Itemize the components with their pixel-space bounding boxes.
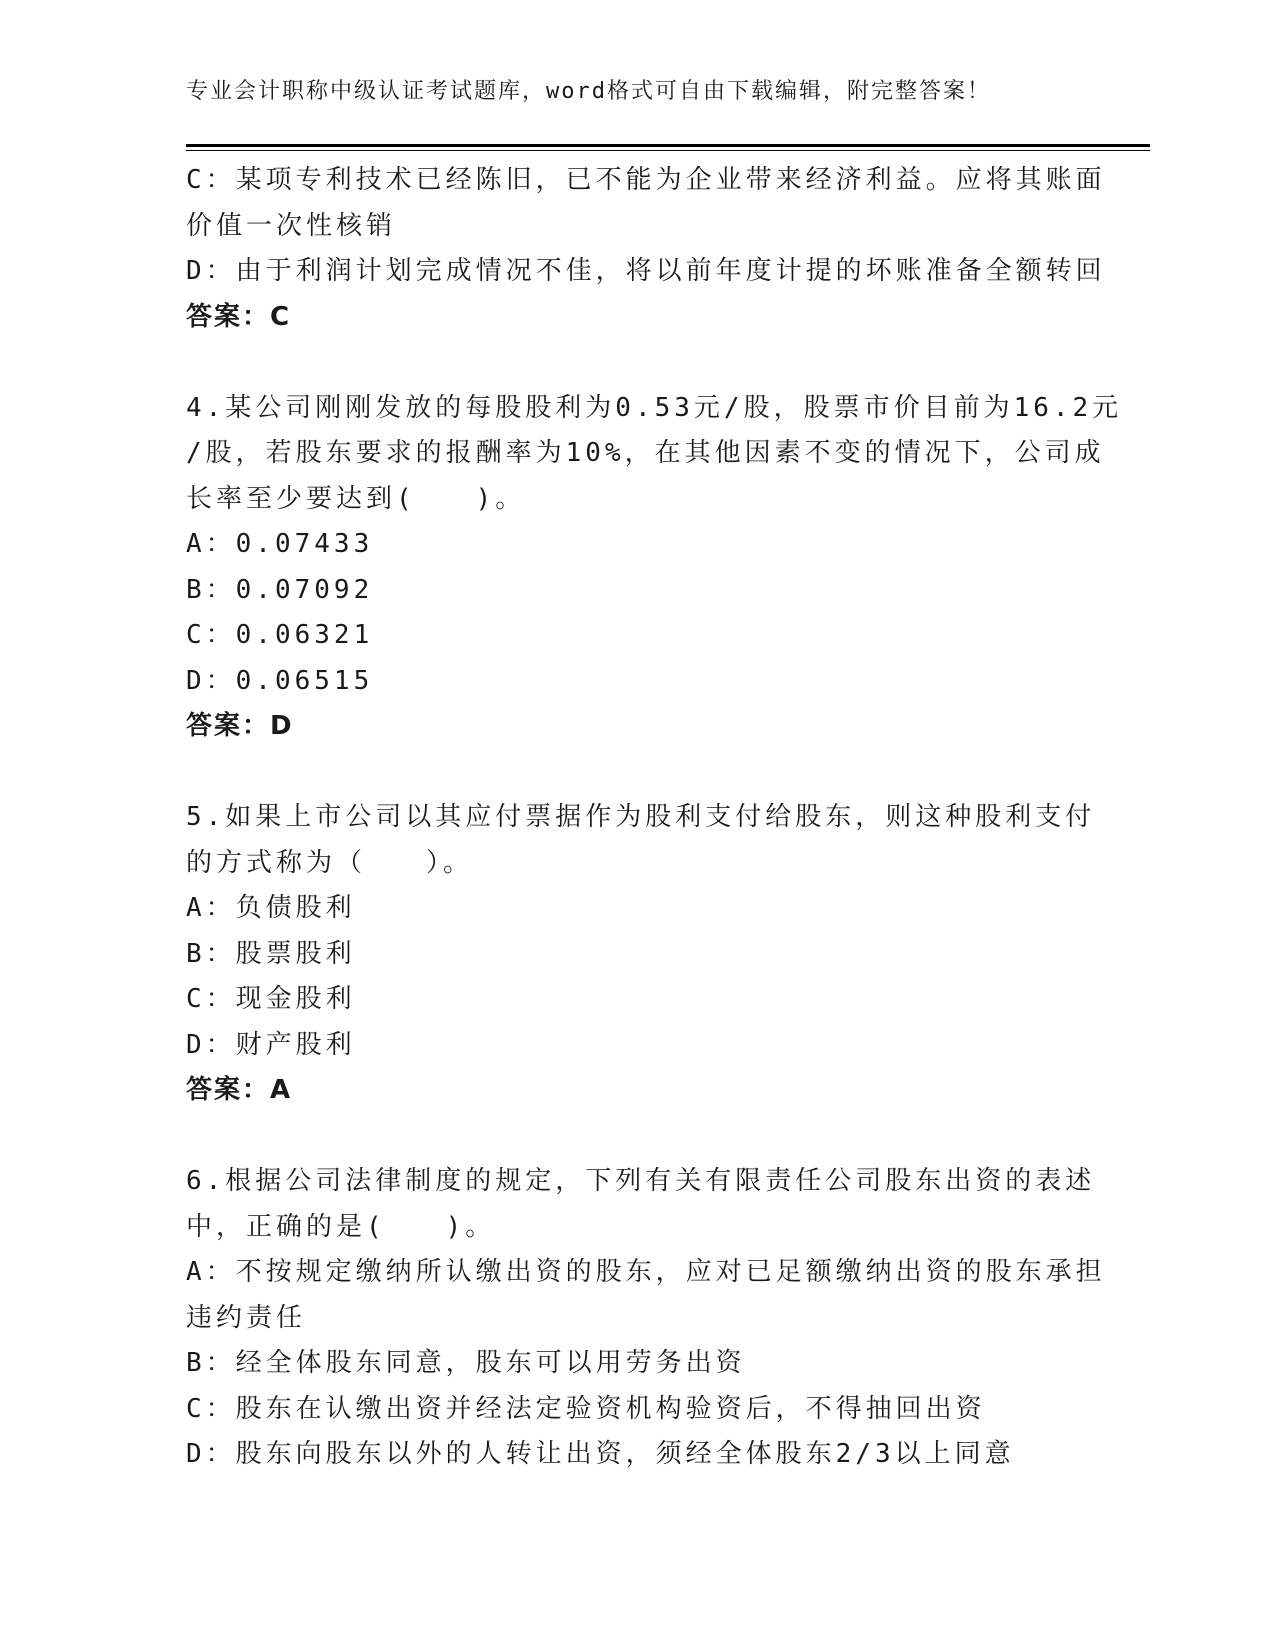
q5-question-line-1: 5.如果上市公司以其应付票据作为股利支付给股东，则这种股利支付 — [186, 802, 1096, 832]
question-3-tail — [186, 158, 1106, 340]
q6-question-line-1: 6.根据公司法律制度的规定，下列有关有限责任公司股东出资的表述 — [186, 1166, 1096, 1196]
q5-option-c: C：现金股利 — [186, 984, 356, 1014]
q3-option-c-line-2: 价值一次性核销 — [186, 210, 397, 241]
q5-option-b: B：股票股利 — [186, 938, 356, 969]
question-5 — [186, 795, 1096, 1114]
header-rule-thin — [186, 150, 1150, 151]
q4-question-line-1: 4.某公司刚刚发放的每股股利为0.53元/股，股票市价目前为16.2元 — [186, 392, 1123, 423]
question-6 — [186, 1159, 1106, 1478]
q4-answer: 答案：D — [186, 711, 294, 741]
document-body — [186, 158, 1123, 1478]
page-header: 专业会计职称中级认证考试题库，word格式可自由下载编辑，附完整答案！ — [186, 79, 991, 104]
question-4 — [186, 386, 1123, 750]
q6-option-d: D：股东向股东以外的人转让出资，须经全体股东2/3以上同意 — [186, 1439, 1015, 1469]
header-rule-thick — [186, 144, 1150, 147]
q4-question-line-3: 长率至少要达到( )。 — [186, 483, 526, 514]
q6-option-c: C：股东在认缴出资并经法定验资机构验资后，不得抽回出资 — [186, 1393, 986, 1424]
q4-option-a: A：0.07433 — [186, 529, 374, 559]
q6-question-line-2: 中，正确的是( )。 — [186, 1211, 496, 1242]
q6-option-a-line-1: A：不按规定缴纳所认缴出资的股东，应对已足额缴纳出资的股东承担 — [186, 1257, 1106, 1287]
q5-question-line-2: 的方式称为（ ）。 — [186, 847, 474, 878]
q4-question-line-2: /股，若股东要求的报酬率为10%，在其他因素不变的情况下，公司成 — [186, 438, 1105, 468]
spacer — [186, 1114, 1086, 1160]
q5-option-d: D：财产股利 — [186, 1029, 356, 1060]
spacer — [186, 340, 1086, 386]
q3-option-d: D：由于利润计划完成情况不佳，将以前年度计提的坏账准备全额转回 — [186, 256, 1106, 286]
q4-option-d: D：0.06515 — [186, 665, 374, 696]
q4-option-c: C：0.06321 — [186, 620, 374, 650]
q3-answer: 答案：C — [186, 301, 292, 332]
q6-option-a-line-2: 违约责任 — [186, 1302, 307, 1333]
q5-option-a: A：负债股利 — [186, 893, 356, 923]
q5-answer: 答案：A — [186, 1075, 293, 1105]
spacer — [186, 750, 1086, 796]
q3-option-c-line-1: C：某项专利技术已经陈旧，已不能为企业带来经济利益。应将其账面 — [186, 165, 1106, 195]
q6-option-b: B：经全体股东同意，股东可以用劳务出资 — [186, 1348, 746, 1378]
q4-option-b: B：0.07092 — [186, 574, 374, 605]
